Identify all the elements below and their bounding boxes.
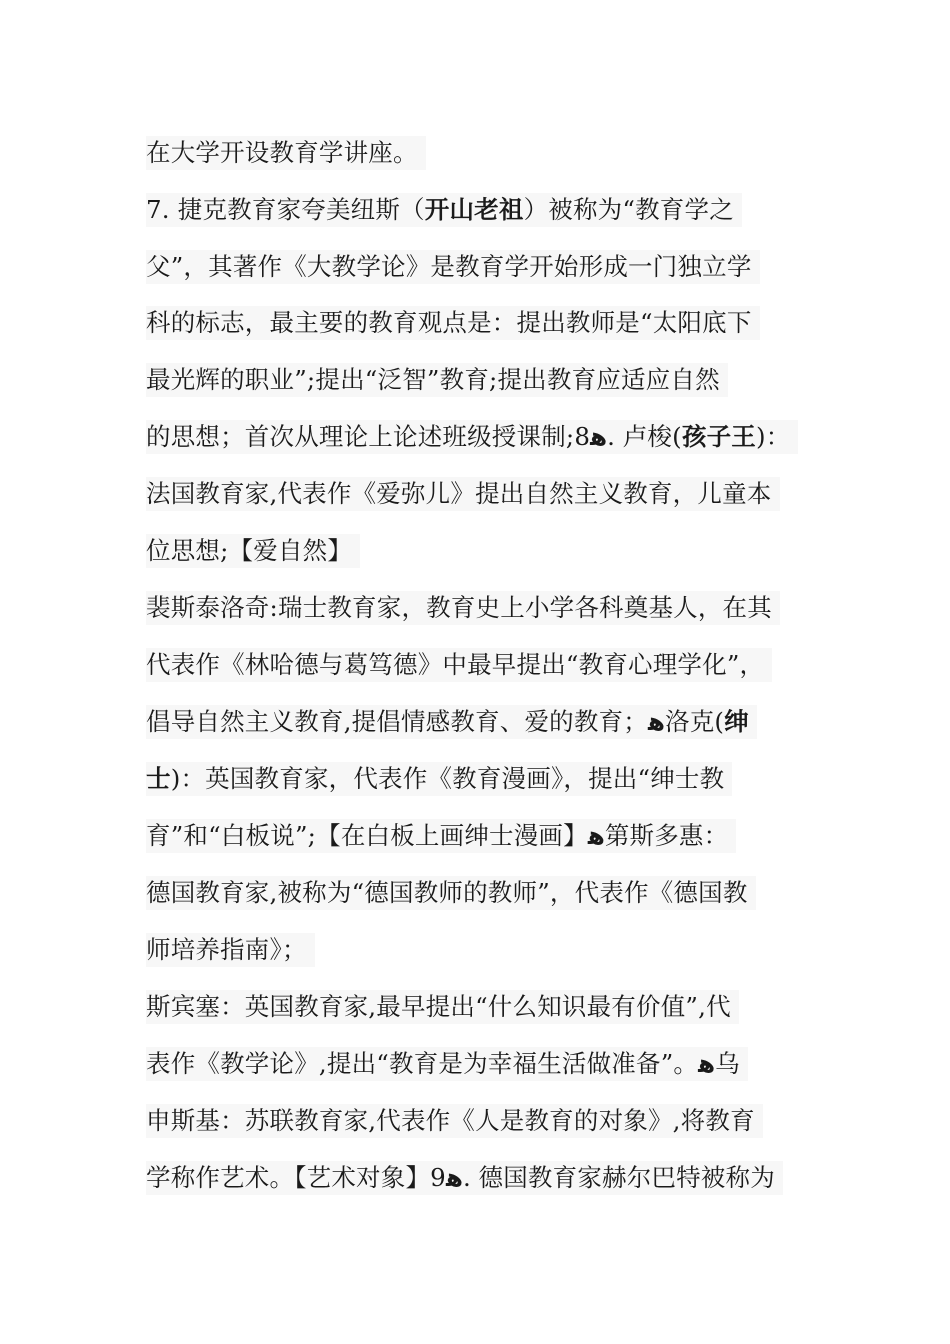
text-segment: 裴斯泰洛奇:瑞士教育家，教育史上小学各科奠基人，在其 [146,593,772,622]
text-line-9 [146,591,780,625]
text-line-1 [146,136,426,170]
text-segment: 倡导自然主义教育,提倡情感教育、爱的教育； [146,707,648,736]
bold-text-segment: 孩子王 [681,422,756,451]
text-segment: )： [755,422,791,451]
text-line-15 [146,933,315,967]
text-segment: 7. 捷克教育家夸美纽斯（ [146,195,425,224]
text-line-18 [146,1104,763,1138]
text-line-4 [146,306,760,340]
bold-text-segment: 开山老祖 [424,195,524,224]
text-line-8 [146,534,360,568]
text-line-11 [146,705,757,739]
text-segment: 在大学开设教育学讲座。 [146,138,418,167]
bold-text-segment: ﻫ [445,1163,463,1192]
text-segment: 科的标志，最主要的教育观点是：提出教师是“太阳底下 [146,308,752,337]
text-line-12 [146,762,732,796]
text-line-16 [146,990,739,1024]
text-segment: 父”，其著作《大教学论》是教育学开始形成一门独立学 [146,252,752,281]
text-line-17 [146,1047,748,1081]
bold-text-segment: ﻫ [590,422,608,451]
text-segment: 育”和“白板说”;【在白板上画绅士漫画】 [146,821,588,850]
text-segment: 学称作艺术。【艺术对象】9 [146,1163,446,1192]
text-segment: 斯宾塞：英国教育家,最早提出“什么知识最有价值”,代 [146,992,731,1021]
text-line-5 [146,363,728,397]
text-line-14 [146,876,756,910]
text-line-7 [146,477,780,511]
text-segment: 第斯多惠： [604,821,729,850]
text-segment: 洛克( [665,707,725,736]
text-segment: 乌 [715,1049,740,1078]
text-line-3 [146,250,760,284]
text-line-19 [146,1161,783,1195]
text-segment: 德国教育家,被称为“德国教师的教师”，代表作《德国教 [146,878,748,907]
bold-text-segment: ﻫ [648,707,665,736]
bold-text-segment: ﻫ [698,1049,716,1078]
text-line-13 [146,819,736,853]
text-segment: ）被称为“教育学之 [523,195,734,224]
text-segment: 代表作《林哈德与葛笃德》中最早提出“教育心理学化”， [146,650,765,679]
text-segment: 师培养指南》； [146,935,307,964]
bold-text-segment: 绅 [724,707,749,736]
text-segment: 位思想;【爱自然】 [146,536,353,565]
text-segment: . 卢梭( [607,422,682,451]
text-segment: 的思想；首次从理论上论述班级授课制;8 [146,422,591,451]
text-line-10 [146,648,772,682]
text-line-6 [146,420,798,454]
text-segment: 最光辉的职业”;提出“泛智”教育;提出教育应适应自然 [146,365,720,394]
text-line-2 [146,193,742,227]
bold-text-segment: 士 [146,764,171,793]
text-segment: 申斯基：苏联教育家,代表作《人是教育的对象》,将教育 [146,1106,755,1135]
text-segment: )：英国教育家，代表作《教育漫画》，提出“绅士教 [170,764,725,793]
text-segment: . 德国教育家赫尔巴特被称为 [462,1163,775,1192]
bold-text-segment: ﻫ [587,821,605,850]
text-segment: 法国教育家,代表作《爱弥儿》提出自然主义教育，儿童本 [146,479,772,508]
text-segment: 表作《教学论》,提出“教育是为幸福生活做准备”。 [146,1049,699,1078]
